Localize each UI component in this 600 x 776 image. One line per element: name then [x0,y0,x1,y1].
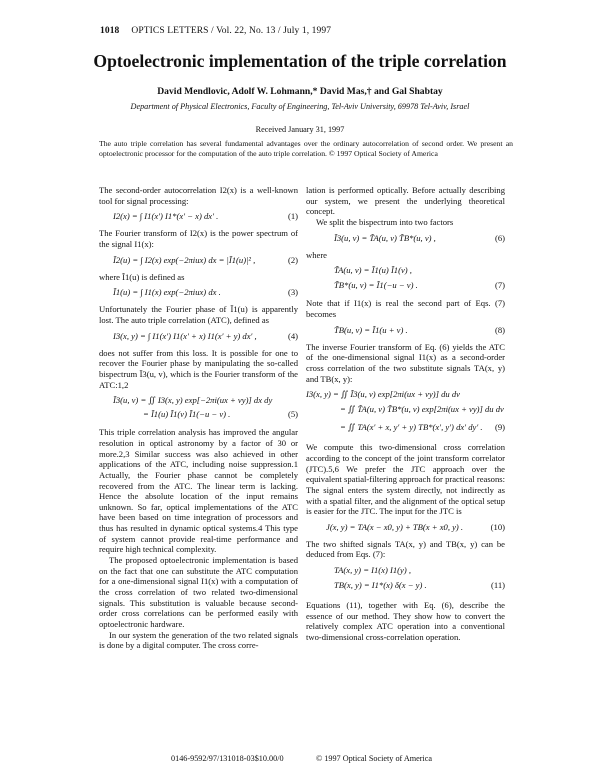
paragraph: where Ĩ1(u) is defined as [99,271,185,282]
paragraph: The Fourier transform of I2(x) is the power spectrum of the signal I1(x): [99,228,298,249]
equation-body: I2(x) = ∫ I1(x′) I1*(x′ − x) dx′ . [113,211,219,222]
equation-number: (11) [491,580,505,591]
equation-6 [306,228,505,250]
equation-1 [99,206,298,228]
equation-7-line-2 [306,278,505,298]
journal-citation: OPTICS LETTERS / Vol. 22, No. 13 / July 1, 1997 [131,26,332,36]
equation-body: I3(x, y) = ∬ Ĩ3(u, v) exp[2πi(ux + vy)] du dv [306,389,460,400]
equation-3 [99,282,298,304]
running-head [100,26,331,36]
paragraph: We compute this two-dimensional cross correlation according to the concept of the joint transform correlator (JTC).5,6 We prefer the JTC approach over the equivalent spatial-filtering approach for practical reasons: The signal enters the system directly, not indirectly as with a spatial filter, and the alignment of the optical setup is easier for the JTC. The input for the JTC is [306,442,505,517]
author-list: David Mendlovic, Adolf W. Lohmann,* David Mas,† and Gal Shabtay [157,86,443,97]
paragraph: lation is performed optically. Before actually describing our system, we present the underlying theoretical concept. [306,185,505,217]
equation-7 [306,260,505,278]
equation-body: T̃B(u, v) = Ĩ1(u + v) . [334,324,408,335]
equation-number: (6) [494,232,505,243]
equation-9-line-2 [306,402,505,420]
equation-9 [306,384,505,402]
equation-number: (3) [287,287,298,298]
left-column [99,185,298,651]
equation-number: (7) [494,280,505,291]
equation-number: (8) [494,324,505,335]
equation-5 [99,390,298,407]
equation-body: Ĩ3(u, v) = ∬ I3(x, y) exp[−2πi(ux + vy)] dx dy [113,395,273,406]
equation-body: T̃A(u, v) = Ĩ1(u) Ĩ1(v) , [334,265,412,276]
paragraph: Equations (11), together with Eq. (6), describe the essence of our method. They show how to convert the relatively complex ATC operation into a conventional two-dimensional cross-correlation operation. [306,600,505,643]
page-number: 1018 [100,26,120,36]
paragraph: The inverse Fourier transform of Eq. (6) yields the ATC of the one-dimensional signal I1(x) as a second-order cross correlation of the two substitute signals TA(x, y) and TB(x, y): [306,341,505,384]
equation-4 [99,326,298,348]
affiliation: Department of Physical Electronics, Faculty of Engineering, Tel-Aviv University, 69978 Tel-Aviv, Israel [130,102,470,111]
equation-body: TA(x, y) = I1(x) I1(y) , [334,565,411,576]
paragraph: does not suffer from this loss. It is possible for one to recover the Fourier phase by manipulating the so-called bispectrum Ĩ3(u, v), which is the Fourier transform of the ATC:1,2 [99,347,298,390]
received-date: Received January 31, 1997 [255,125,345,134]
equation-body: = Ĩ1(u) Ĩ1(v) Ĩ1(−u − v) . [143,409,231,420]
equation-body: T̃B*(u, v) = Ĩ1(−u − v) . [334,280,418,291]
equation-number: (5) [287,409,298,420]
equation-2 [99,250,298,272]
equation-number: (4) [287,330,298,341]
equation-body: = ∬ T̃A(u, v) T̃B*(u, v) exp[2πi(ux + vy)] du dv [340,404,504,415]
equation-body: = ∬ TA(x′ + x, y′ + y) TB*(x′, y′) dx′ dy′ . [340,422,483,433]
equation-8 [306,320,505,342]
paragraph: In our system the generation of the two related signals is done by a digital computer. The cross corre- [99,629,298,651]
equation-body: TB(x, y) = I1*(x) δ(x − y) . [334,580,427,591]
equation-body: J(x, y) = TA(x − x0, y) + TB(x + x0, y) . [326,521,464,532]
paragraph: This triple correlation analysis has improved the angular resolution in optical astronomy by a factor of 30 or more.2,3 Similar success was also achieved in other applications of the ATC, including noise suppression.1 Actually, the Fourier phase cannot be completely recovered from the ATC. The linear term is lacking. Hence the absolute location of the input remains unknown. So far, optical implementations of the ATC have been based on time integration of processors and thus has resulted in dynamic optical systems.4 This type of system cannot provide real-time performance and require high technical complexity. [99,427,298,555]
paragraph: Unfortunately the Fourier phase of Ĩ1(u) is apparently lost. The auto triple correlation (ATC), defined as [99,304,298,325]
equation-number: (9) [494,422,505,433]
paragraph: Note that if I1(x) is real the second part of Eqs. (7) becomes [306,298,505,319]
equation-body: Ĩ3(u, v) = T̃A(u, v) T̃B*(u, v) , [334,232,436,243]
equation-11 [306,560,505,578]
equation-number: (1) [287,211,298,222]
paragraph: where [306,249,327,260]
equation-9-line-3 [306,420,505,442]
footer-code: 0146-9592/97/131018-03$10.00/0 [171,754,284,763]
equation-body: Ĩ2(u) = ∫ I2(x) exp(−2πiux) dx = |Ĩ1(u)|² , [113,254,256,265]
paragraph: The two shifted signals TA(x, y) and TB(x, y) can be deduced from Eqs. (7): [306,538,505,560]
footer-copyright: © 1997 Optical Society of America [316,754,433,763]
equation-number: (10) [490,521,505,532]
equation-body: Ĩ1(u) = ∫ I1(x) exp(−2πiux) dx . [113,287,221,298]
equation-body: I3(x, y) = ∫ I1(x′) I1(x′ + x) I1(x′ + y) dx′ , [113,330,257,341]
article-title: Optoelectronic implementation of the triple correlation [93,51,507,71]
equation-number: (2) [287,254,298,265]
paragraph: We split the bispectrum into two factors [316,216,454,227]
equation-10 [306,517,505,539]
right-column [306,185,505,643]
abstract: The auto triple correlation has several fundamental advantages over the ordinary autocorrelation of second order. We present an optoelectronic processor for the computation of the auto triple correlation. © 1997 Optical Society of America [99,139,513,159]
equation-11-line-2 [306,578,505,600]
paragraph: The proposed optoelectronic implementation is based on the fact that one can substitute the ATC computation for a one-dimensional signal I1(x) with a computation of the cross correlation of two related two-dimensional signals. This substitution is valuable because second-order cross correlations can be performed easily with optoelectronic hardware. [99,555,298,630]
paragraph: The second-order autocorrelation I2(x) is a well-known tool for signal processing: [99,185,298,206]
equation-5-line-2 [99,407,298,427]
